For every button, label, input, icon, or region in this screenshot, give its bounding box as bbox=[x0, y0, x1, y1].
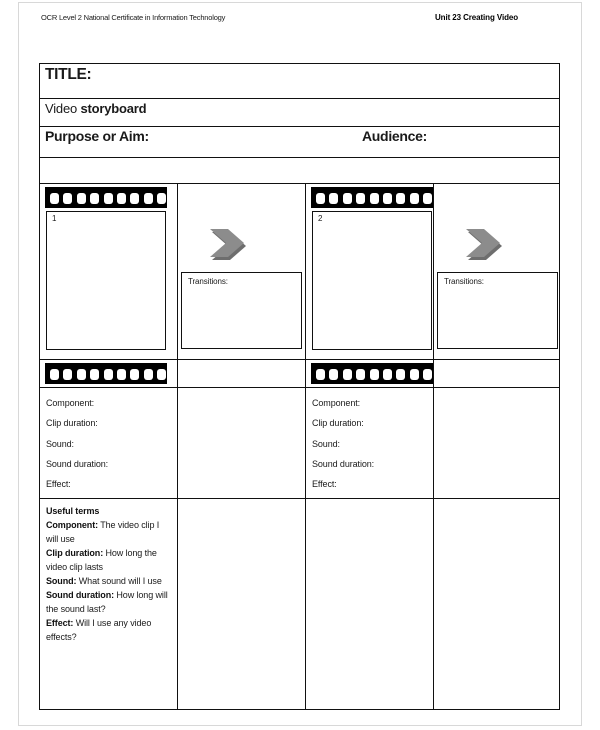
sprocket-holes-icon bbox=[50, 193, 166, 204]
chevron-right-icon bbox=[206, 226, 250, 266]
detail-label-component: Component: bbox=[312, 398, 361, 408]
purpose-audience-answer-cell[interactable] bbox=[40, 158, 560, 184]
frame-1-details-answer-cell[interactable] bbox=[178, 388, 306, 499]
useful-term-component-def: The video clip I will use bbox=[46, 520, 160, 545]
document-page bbox=[18, 2, 582, 726]
useful-term-effect bbox=[46, 617, 172, 645]
detail-label-sound-duration: Sound duration: bbox=[46, 458, 109, 469]
audience-label: Audience: bbox=[362, 128, 427, 144]
transitions-1-input-area[interactable] bbox=[181, 272, 302, 349]
filmstrip-bottom-row bbox=[40, 360, 560, 388]
details-row bbox=[40, 388, 560, 499]
useful-terms-heading: Useful terms bbox=[46, 506, 100, 517]
frame-2-filmstrip-bottom-cell bbox=[306, 360, 434, 388]
useful-term-sound-duration-def: How long will the sound last? bbox=[46, 589, 168, 614]
subtitle-plain: Video bbox=[45, 101, 81, 116]
transitions-2-label: Transitions: bbox=[444, 277, 484, 286]
frame-1-filmstrip-bottom-cell bbox=[40, 360, 178, 388]
subtitle-text bbox=[45, 101, 146, 116]
frame-1-number: 1 bbox=[52, 214, 57, 223]
detail-label-effect: Effect: bbox=[312, 479, 337, 489]
purpose-audience-row bbox=[40, 127, 560, 158]
frame-2-details-answer-cell[interactable] bbox=[434, 388, 560, 499]
purpose-audience-cell[interactable] bbox=[40, 127, 560, 158]
filmstrip-bar-top-2 bbox=[311, 187, 433, 208]
purpose-label: Purpose or Aim: bbox=[45, 128, 149, 144]
frames-row bbox=[40, 184, 560, 360]
useful-terms-blank-cell-2[interactable] bbox=[306, 499, 434, 710]
useful-terms-blank-cell-3[interactable] bbox=[434, 499, 560, 710]
useful-term-effect-def: Will I use any video effects? bbox=[46, 617, 152, 642]
useful-term-component-name: Component: bbox=[46, 520, 98, 531]
sprocket-holes-icon bbox=[50, 369, 166, 380]
useful-term-component bbox=[46, 519, 172, 547]
purpose-audience-answer-row bbox=[40, 158, 560, 184]
subtitle-bold: storyboard bbox=[80, 101, 147, 116]
storyboard-table bbox=[39, 63, 560, 710]
subtitle-cell[interactable] bbox=[40, 99, 560, 127]
useful-term-clip-duration-def: How long the video clip lasts bbox=[46, 548, 157, 572]
frame-1-details-cell[interactable] bbox=[40, 388, 178, 499]
frame-2-details-cell[interactable] bbox=[306, 388, 434, 499]
spacer-cell-1 bbox=[178, 360, 306, 388]
useful-term-sound-name: Sound: bbox=[46, 575, 77, 586]
header-unit-title: Unit 23 Creating Video bbox=[434, 13, 518, 22]
detail-label-clip-duration: Clip duration: bbox=[46, 418, 98, 429]
useful-term-sound bbox=[46, 575, 172, 589]
spacer-cell-2 bbox=[434, 360, 560, 388]
detail-label-sound-duration: Sound duration: bbox=[312, 458, 375, 469]
detail-label-sound: Sound: bbox=[312, 438, 340, 449]
chevron-right-icon bbox=[462, 226, 506, 266]
useful-term-clip-duration-name: Clip duration: bbox=[46, 548, 104, 559]
useful-terms-cell bbox=[40, 499, 178, 710]
filmstrip-bar-bottom-2 bbox=[311, 363, 433, 384]
title-cell[interactable] bbox=[40, 64, 560, 99]
frame-2-number: 2 bbox=[318, 214, 323, 223]
useful-term-sound-def: What sound will I use bbox=[76, 575, 162, 586]
sprocket-holes-icon bbox=[316, 369, 432, 380]
frame-1-cell[interactable] bbox=[40, 184, 178, 360]
title-label: TITLE: bbox=[45, 66, 92, 83]
header-course-title: OCR Level 2 National Certificate in Information Technology bbox=[41, 13, 226, 22]
transitions-2-input-area[interactable] bbox=[437, 272, 558, 349]
title-row bbox=[40, 64, 560, 99]
detail-label-sound: Sound: bbox=[46, 438, 74, 449]
transitions-1-cell[interactable] bbox=[178, 184, 306, 360]
detail-label-component: Component: bbox=[46, 398, 95, 408]
detail-label-effect: Effect: bbox=[46, 479, 71, 489]
useful-term-clip-duration bbox=[46, 547, 172, 575]
frame-2-drawing-area[interactable] bbox=[312, 211, 432, 350]
detail-label-clip-duration: Clip duration: bbox=[312, 418, 364, 429]
filmstrip-bar-top-1 bbox=[45, 187, 167, 208]
sprocket-holes-icon bbox=[316, 193, 432, 204]
filmstrip-bar-bottom-1 bbox=[45, 363, 167, 384]
frame-1-drawing-area[interactable] bbox=[46, 211, 166, 350]
useful-term-sound-duration-name: Sound duration: bbox=[46, 589, 114, 600]
useful-term-effect-name: Effect: bbox=[46, 617, 74, 628]
subtitle-row bbox=[40, 99, 560, 127]
running-header bbox=[19, 13, 581, 29]
transitions-1-label: Transitions: bbox=[188, 277, 228, 286]
frame-2-cell[interactable] bbox=[306, 184, 434, 360]
useful-terms-row bbox=[40, 499, 560, 710]
useful-terms-blank-cell-1[interactable] bbox=[178, 499, 306, 710]
useful-term-sound-duration bbox=[46, 589, 172, 617]
transitions-2-cell[interactable] bbox=[434, 184, 560, 360]
